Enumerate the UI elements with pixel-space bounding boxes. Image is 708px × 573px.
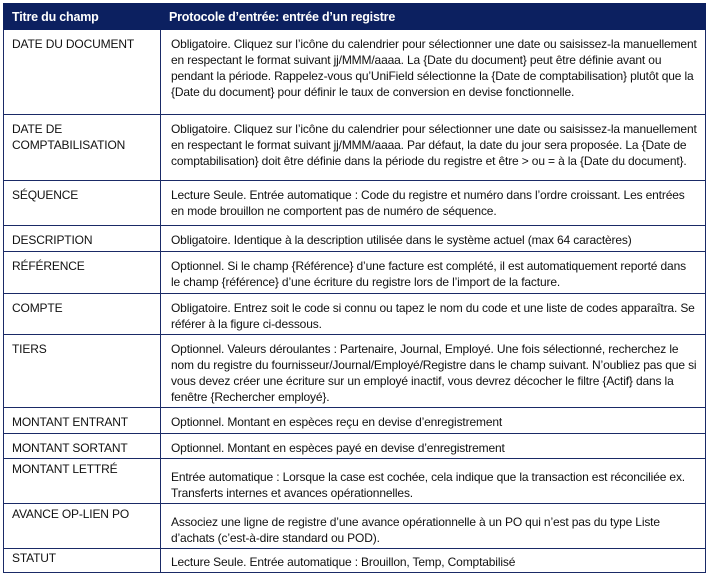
field-title: MONTANT ENTRANT	[4, 408, 161, 434]
field-title: COMPTE	[4, 294, 161, 335]
field-protocol: Lecture Seule. Entrée automatique : Brouillon, Temp, Comptabilisé	[161, 549, 706, 573]
field-protocol-table	[3, 3, 706, 573]
field-protocol: Optionnel. Si le champ {Référence} d’une facture est complété, il est automatiquement reporté dans le champ {référence} d’une écriture du registre lors de l’import de la facture.	[161, 252, 706, 294]
field-title: RÉFÉRENCE	[4, 252, 161, 294]
field-title: MONTANT SORTANT	[4, 434, 161, 459]
table-header-row	[4, 4, 706, 30]
field-protocol: Optionnel. Valeurs déroulantes : Partenaire, Journal, Employé. Une fois sélectionné, recherchez le nom du registre du fournisseur/Journal/Employé/Registre dans le champ suivant. N’oubliez pas que si vous devez créer une écriture sur un employé inactif, vous devrez décocher le filtre {Actif} dans la fenêtre {Rechercher employé}.	[161, 335, 706, 408]
table-row	[4, 504, 706, 549]
field-title: DESCRIPTION	[4, 226, 161, 252]
field-title: STATUT	[4, 549, 161, 573]
field-title: AVANCE OP-LIEN PO	[4, 504, 161, 549]
table-row	[4, 181, 706, 226]
header-field-title: Titre du champ	[4, 4, 161, 30]
field-protocol: Obligatoire. Cliquez sur l’icône du calendrier pour sélectionner une date ou saisissez-la manuellement en respectant le format suivant jj/MMM/aaaa. Par défaut, la date du jour sera proposée. La {Date de comptabilisation} doit être définie dans la période du registre et être > ou = à la {Date du document}.	[161, 115, 706, 181]
field-protocol: Entrée automatique : Lorsque la case est cochée, cela indique que la transaction est réconciliée ex. Transferts internes et avances opérationnelles.	[161, 459, 706, 504]
table-row	[4, 408, 706, 434]
field-title: DATE DU DOCUMENT	[4, 30, 161, 115]
table-row	[4, 294, 706, 335]
field-protocol: Obligatoire. Entrez soit le code si connu ou tapez le nom du code et une liste de codes apparaîtra. Se référer à la figure ci-dessous.	[161, 294, 706, 335]
table-row	[4, 549, 706, 573]
field-title: TIERS	[4, 335, 161, 408]
table-row	[4, 252, 706, 294]
table-row	[4, 226, 706, 252]
field-protocol: Obligatoire. Identique à la description utilisée dans le système actuel (max 64 caractères)	[161, 226, 706, 252]
table-row	[4, 459, 706, 504]
table-row	[4, 30, 706, 115]
field-protocol: Obligatoire. Cliquez sur l’icône du calendrier pour sélectionner une date ou saisissez-la manuellement en respectant le format suivant jj/MMM/aaaa. La {Date du document} peut être définie avant ou pendant la période. Rappelez-vous qu’UniField sélectionne la {Date de comptabilisation} plutôt que la {Date du document} pour définir le taux de conversion en devise fonctionnelle.	[161, 30, 706, 115]
field-title: MONTANT LETTRÉ	[4, 459, 161, 504]
field-protocol: Optionnel. Montant en espèces reçu en devise d’enregistrement	[161, 408, 706, 434]
field-title: SÉQUENCE	[4, 181, 161, 226]
field-title: DATE DE COMPTABILISATION	[4, 115, 161, 181]
table-row	[4, 434, 706, 459]
table-row	[4, 115, 706, 181]
header-protocol: Protocole d’entrée: entrée d’un registre	[161, 4, 706, 30]
field-protocol: Associez une ligne de registre d’une avance opérationnelle à un PO qui n’est pas du type Liste d’achats (c’est-à-dire standard ou POD).	[161, 504, 706, 549]
field-protocol: Optionnel. Montant en espèces payé en devise d’enregistrement	[161, 434, 706, 459]
field-protocol: Lecture Seule. Entrée automatique : Code du registre et numéro dans l’ordre croissant. Les entrées en mode brouillon ne comportent pas de numéro de séquence.	[161, 181, 706, 226]
table-row	[4, 335, 706, 408]
